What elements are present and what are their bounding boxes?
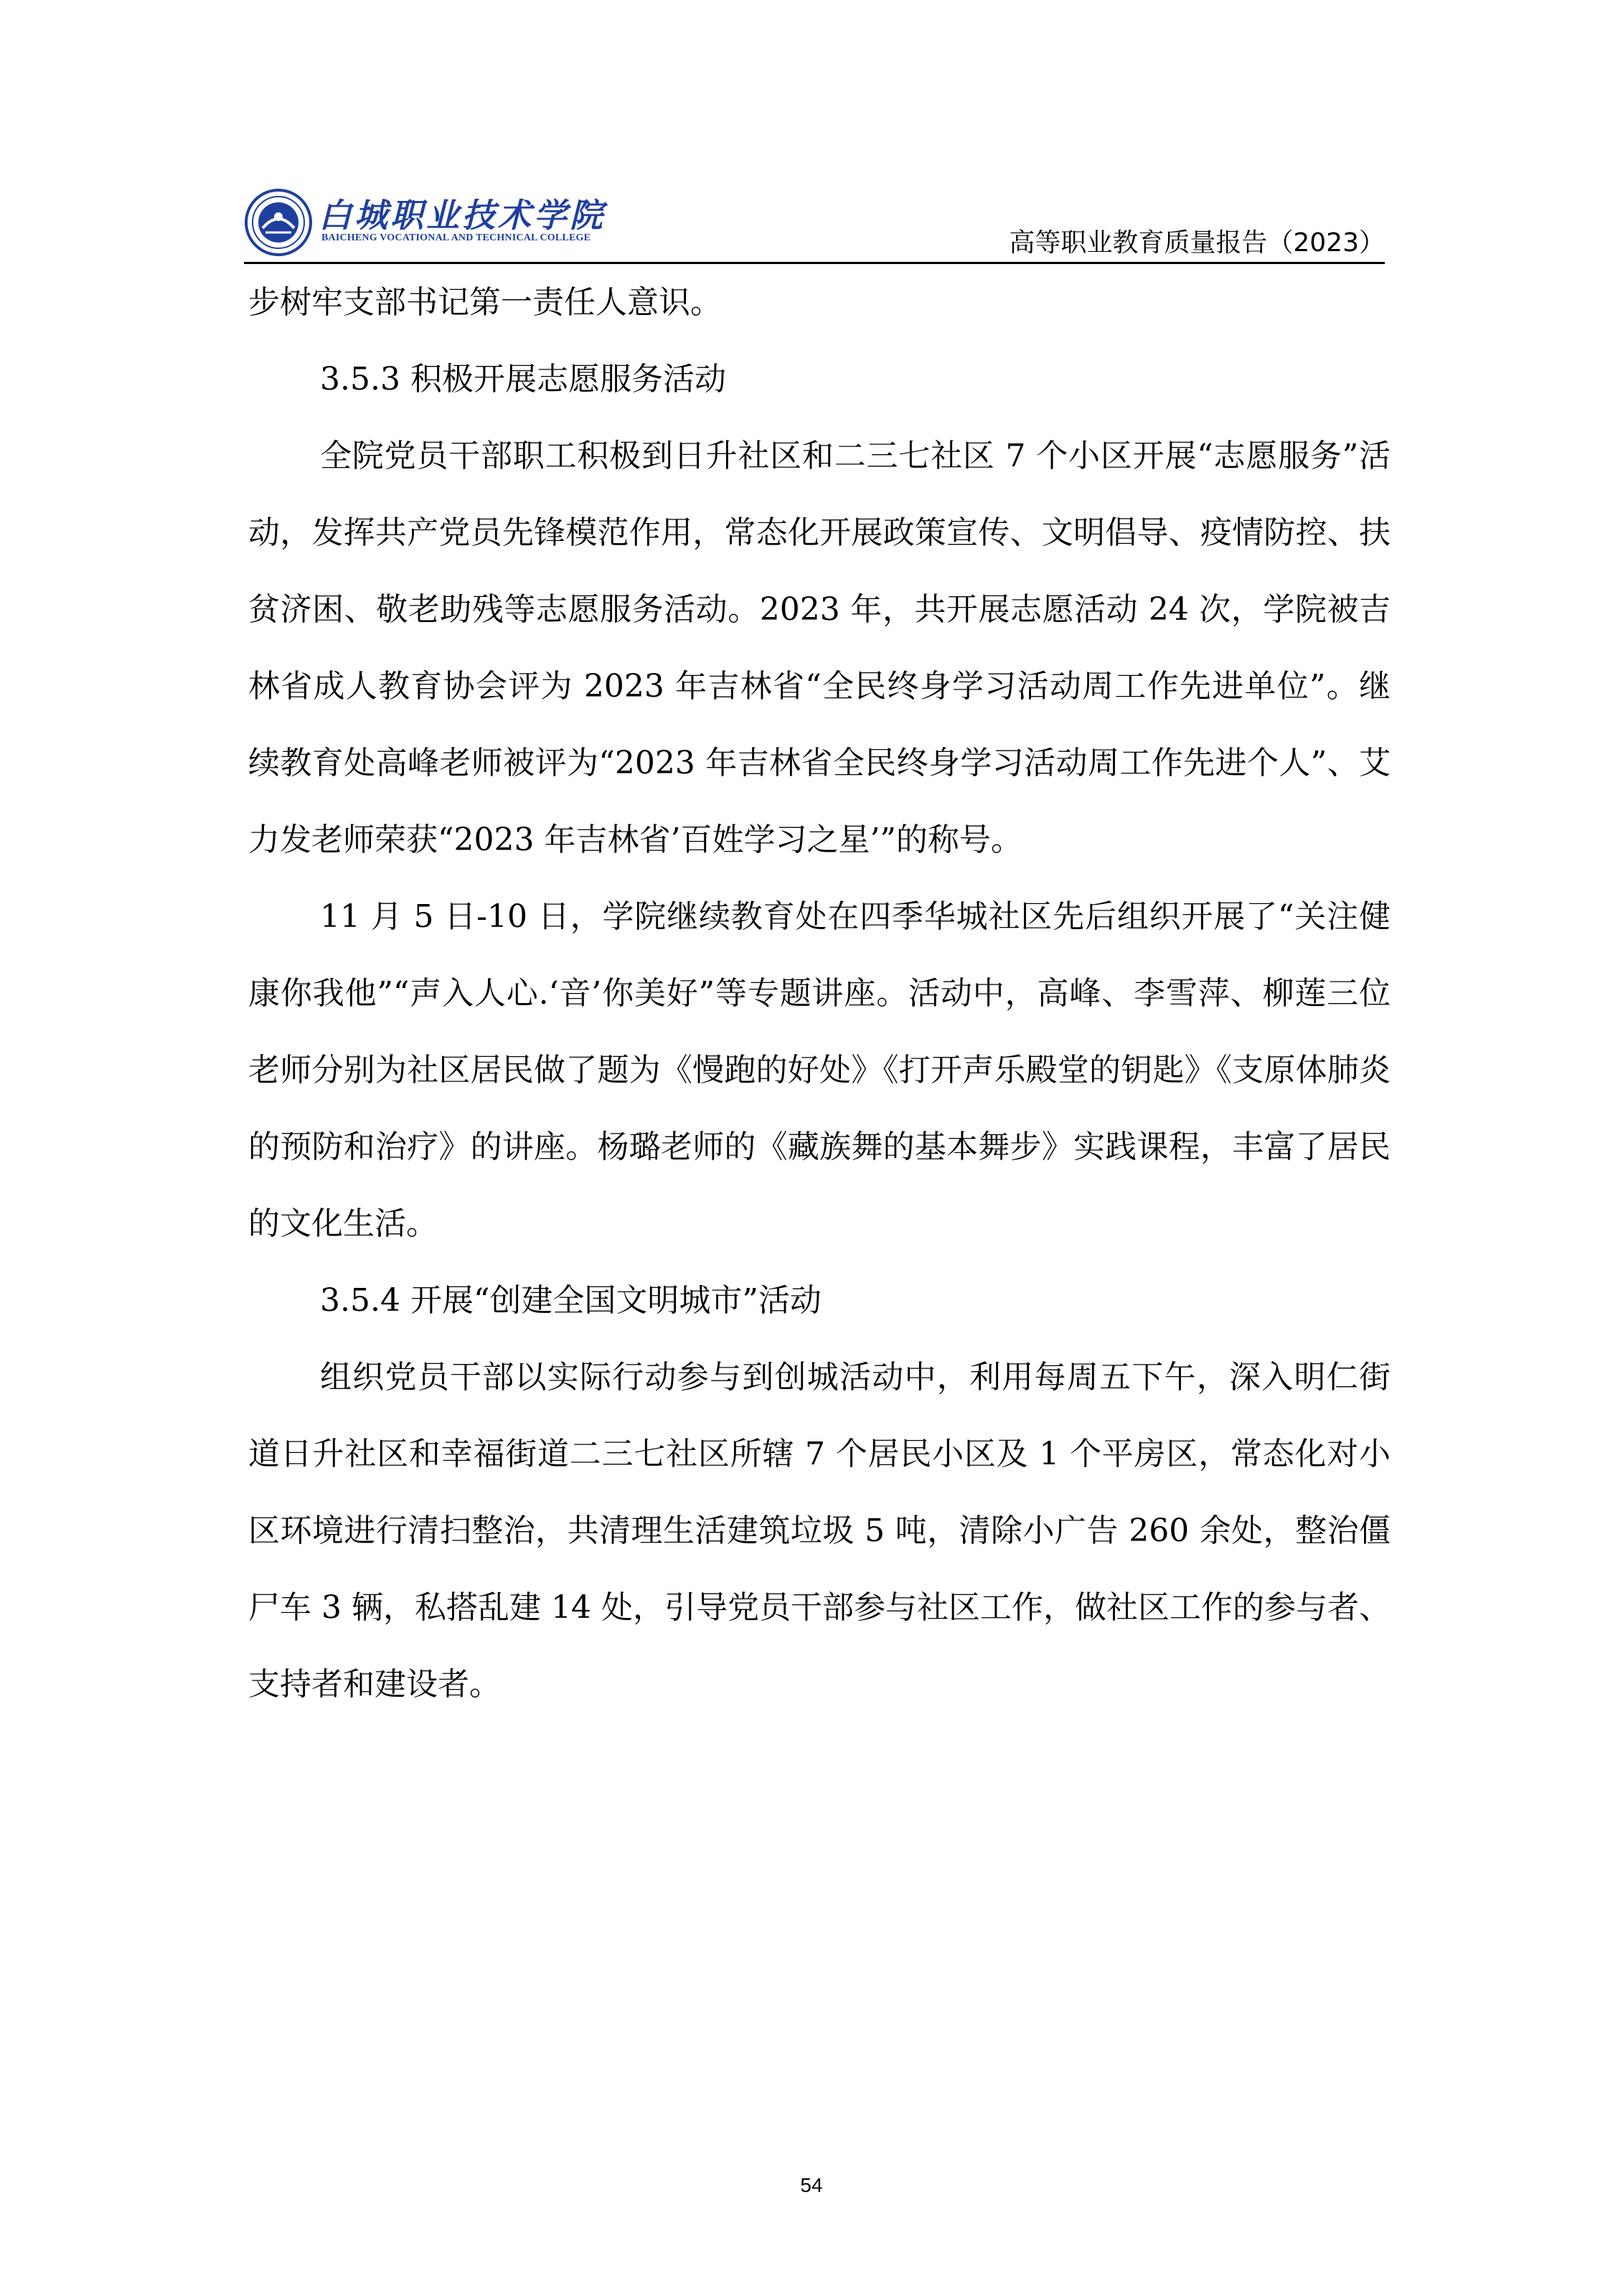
college-logo [244, 188, 606, 257]
page-number: 54 [800, 2174, 823, 2196]
college-emblem-icon [244, 188, 313, 257]
logo-college-name-cn: 白城职业技术学院 [319, 196, 606, 235]
logo-college-name-en: BAICHENG VOCATIONAL AND TECHNICAL COLLEGE [321, 232, 591, 243]
paragraph-continuation: 步树牢支部书记第一责任人意识。 [248, 284, 722, 321]
section-heading-3-5-3: 3.5.3 积极开展志愿服务活动 [320, 361, 726, 397]
paragraph-civilized-city: 组织党员干部以实际行动参与到创城活动中，利用每周五下午，深入明仁街道日升社区和幸福街道二三七社区所辖 7 个居民小区及 1 个平房区，常态化对小区环境进行清扫整治，共清理生活建筑垃圾 5 吨，清除小广告 260 余处，整治僵尸车 3 辆，私搭乱建 14 处，引导党员干部参与社区工作，做社区工作的参与者、支持者和建设者。 [248, 1359, 1391, 1703]
report-title: 高等职业教育质量报告（2023） [1009, 228, 1385, 258]
section-heading-3-5-4: 3.5.4 开展“创建全国文明城市”活动 [320, 1282, 822, 1319]
paragraph-lectures: 11 月 5 日-10 日，学院继续教育处在四季华城社区先后组织开展了“关注健康你我他”“声入人心.‘音’你美好”等专题讲座。活动中，高峰、李雪萍、柳莲三位老师分别为社区居民做了题为《慢跑的好处》《打开声乐殿堂的钥匙》《支原体肺炎的预防和治疗》的讲座。杨璐老师的《藏族舞的基本舞步》实践课程，丰富了居民的文化生活。 [248, 898, 1391, 1242]
paragraph-volunteer-service: 全院党员干部职工积极到日升社区和二三七社区 7 个小区开展“志愿服务”活动，发挥共产党员先锋模范作用，常态化开展政策宣传、文明倡导、疫情防控、扶贫济困、敬老助残等志愿服务活动。2023 年，共开展志愿活动 24 次，学院被吉林省成人教育协会评为 2023 年吉林省“全民终身学习活动周工作先进单位”。继续教育处高峰老师被评为“2023 年吉林省全民终身学习活动周工作先进个人”、艾力发老师荣获“2023 年吉林省’百姓学习之星’”的称号。 [248, 438, 1391, 858]
page-header [244, 188, 1385, 267]
page-body [248, 264, 1391, 1723]
